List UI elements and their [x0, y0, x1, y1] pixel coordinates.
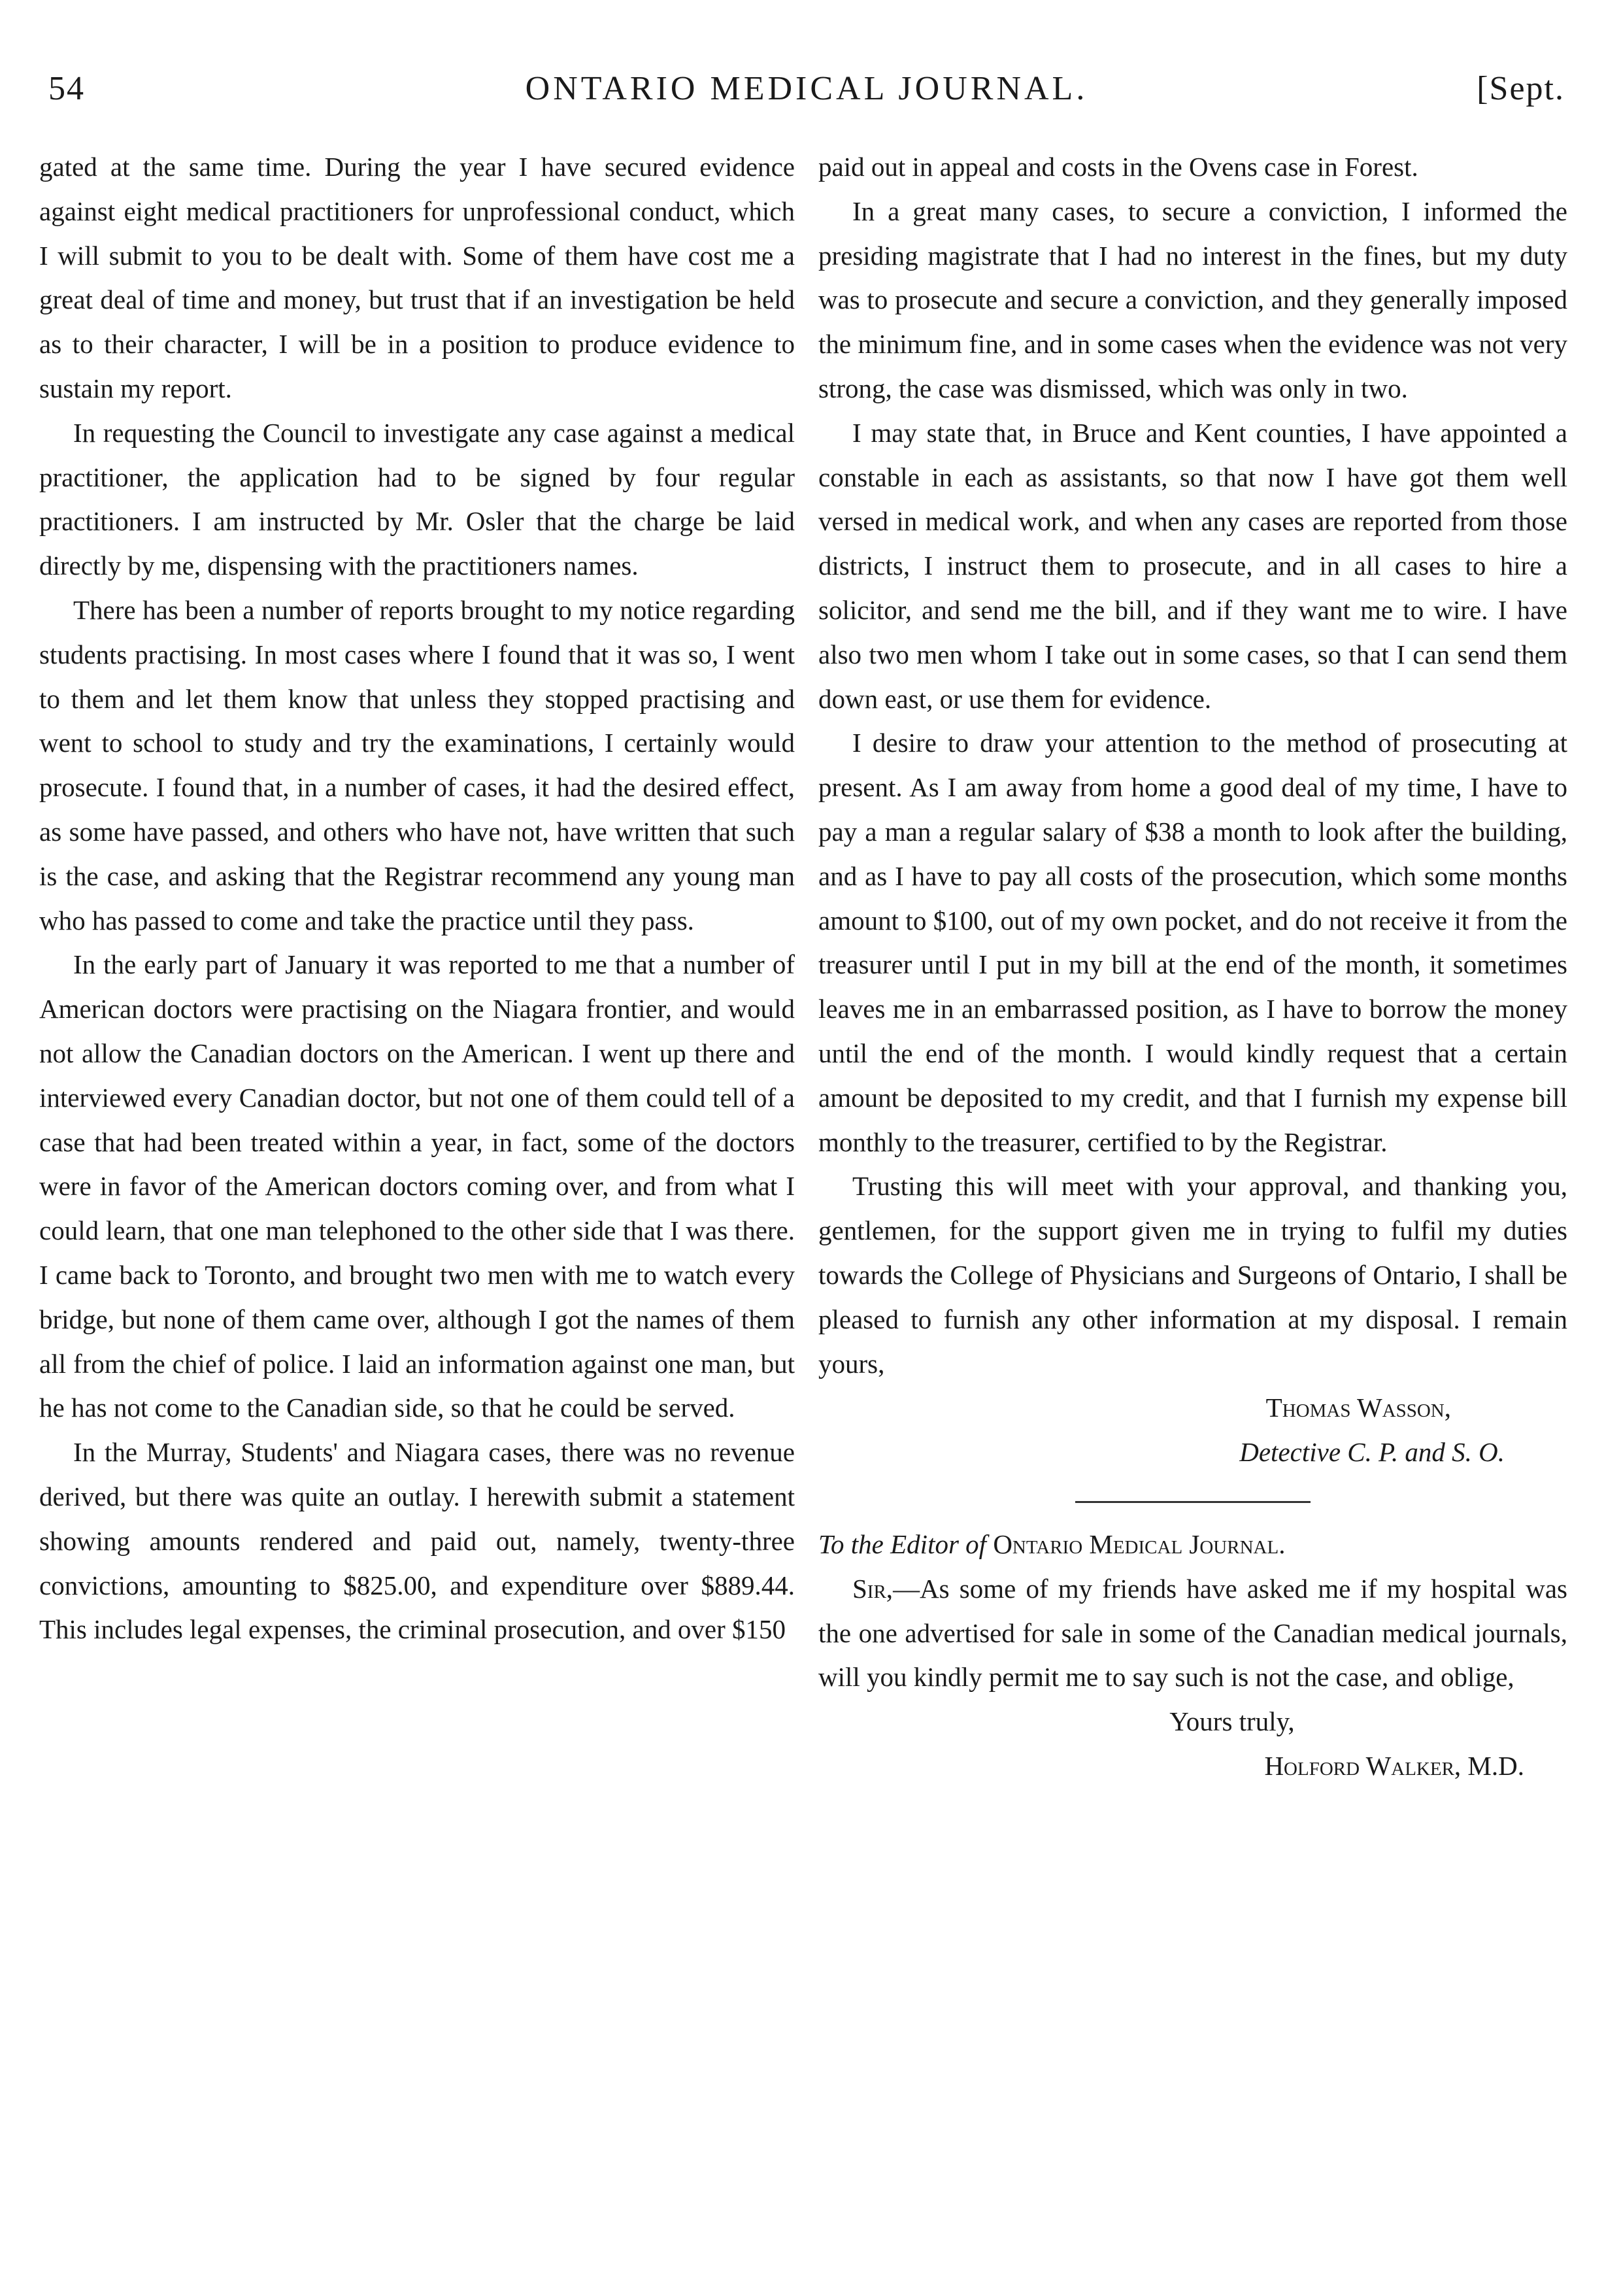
journal-title: ONTARIO MEDICAL JOURNAL. — [525, 70, 1088, 107]
letter-body — [818, 1567, 1567, 1700]
letter-heading — [818, 1523, 1567, 1567]
paragraph: There has been a number of reports brought to my notice regarding students practising. In most cases where I found that it was so, I went to them and let them know that unless they stopped practising and went to school to study and try the examinations, I certainly would prosecute. I found that, in a number of cases, it had the desired effect, as some have passed, and others who have not, have written that such is the case, and asking that the Registrar recommend any young man who has passed to come and take the practice until they pass. — [39, 594, 795, 936]
issue-month: [Sept. — [1477, 70, 1565, 107]
paragraph: I may state that, in Bruce and Kent counties, I have appointed a constable in each as assistants, so that now I have got them well versed in medical work, and when any cases are reported from those districts, I instruct them to prosecute, and in all cases to hire a solicitor, and send me the bill, and if they want me to wire. I have also two men whom I take out in some cases, so that I can send them down east, or use them for evidence. — [818, 417, 1567, 714]
paragraph: In the Murray, Students' and Niagara cases, there was no revenue derived, but there was quite an outlay. I herewith submit a statement showing amounts rendered and paid out, namely, twenty-three convictions, amounting to $825.00, and expenditure over $889.44. This includes legal expenses, the criminal prosecution, and over $150 — [39, 1437, 795, 1645]
paragraph: In a great many cases, to secure a conviction, I informed the presiding magistrate that I had no interest in the fines, but my duty was to prosecute and secure a conviction, and they generally imposed the minimum fine, and in some cases when the evidence was not very strong, the case was dismissed, which was only in two. — [818, 195, 1567, 403]
paragraph: Trusting this will meet with your approval, and thanking you, gentlemen, for the support given me in trying to fulfil my duties towards the College of Physicians and Surgeons of Ontario, I shall be pleased to furnish any other information at my disposal. I remain yours, — [818, 1171, 1567, 1379]
paragraph: paid out in appeal and costs in the Ovens case in Forest. — [818, 152, 1418, 182]
letter-text: —As some of my friends have asked me if my hospital was the one advertised for sale in some of the Canadian medical journals, will you kindly permit me to say such is not the case, and oblige, — [818, 1573, 1567, 1693]
paragraph: In the early part of January it was reported to me that a number of American doctors were practising on the Niagara frontier, and would not allow the Canadian doctors on the American. I went up there and interviewed every Canadian doctor, but not one of them could tell of a case that had been treated within a year, in fact, some of the doctors were in favor of the American doctors coming over, and from what I could learn, that one man telephoned to the other side that I was there. I came back to Toronto, and brought two men with me to watch every bridge, but none of them came over, although I got the names of them all from the chief of police. I laid an information against one man, but he has not come to the Canadian side, so that he could be served. — [39, 949, 795, 1423]
section-divider — [1075, 1501, 1311, 1503]
right-column — [818, 145, 1567, 1789]
signature-title: Detective C. P. and S. O. — [1239, 1437, 1505, 1468]
paragraph: I desire to draw your attention to the method of prosecuting at present. As I am away from home a good deal of my time, I have to pay a man a regular salary of $38 a month to look after the building, and as I have to pay all costs of the prosecution, which some months amount to $100, out of my own pocket, and do not receive it from the treasurer until I put in my bill at the end of the month, it sometimes leaves me in an embarrassed position, as I have to borrow the money until the end of the month. I would kindly request that a certain amount be deposited to my credit, and that I furnish my expense bill monthly to the treasurer, certified to by the Registrar. — [818, 728, 1567, 1157]
letter-writer: Holford Walker, M.D. — [1264, 1750, 1524, 1781]
running-header — [48, 69, 1565, 122]
paragraph: gated at the same time. During the year I have secured evidence against eight medical practitioners for unprofessional conduct, which I will submit to you to be dealt with. Some of them have cost me a great deal of time and money, but trust that if an investigation be held as to their character, I will be in a position to produce evidence to sustain my report. — [39, 152, 795, 403]
letter-closing: Yours truly, — [1169, 1706, 1295, 1737]
letter-heading-journal: Ontario Medical Journal. — [993, 1528, 1286, 1559]
page-number: 54 — [48, 70, 85, 107]
salutation: Sir, — [852, 1573, 894, 1604]
letter-heading-prefix: To the Editor of — [818, 1528, 987, 1559]
paragraph: In requesting the Council to investigate any case against a medical practitioner, the application had to be signed by four regular practitioners. I am instructed by Mr. Osler that the charge be laid directly by me, dispensing with the practitioners names. — [39, 417, 795, 581]
left-column — [39, 145, 795, 1652]
signature-name: Thomas Wasson, — [1265, 1393, 1451, 1423]
